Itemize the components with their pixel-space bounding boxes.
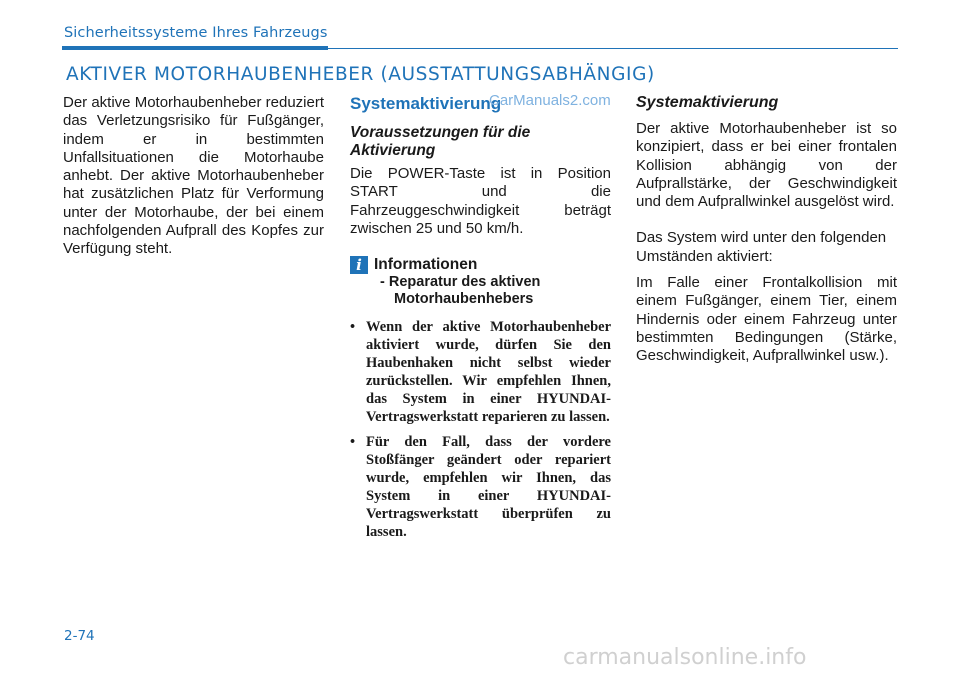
- watermark: CarManuals2.com: [489, 92, 611, 109]
- system-activation-heading: Systemaktivierung: [350, 94, 502, 113]
- list-item-text: Wenn der aktive Motorhaubenheber aktiviert wurde, dürfen Sie den Haubenhaken nicht selbst wieder zurückstellen. Wir empfehlen Ihnen, das System in einer HYUNDAI-Vertragswerkstatt reparieren zu lassen.: [366, 319, 611, 426]
- page-number: 2-74: [64, 628, 95, 644]
- list-item-text: Für den Fall, dass der vordere Stoßfänger geändert oder repariert wurde, empfehlen wir Ihnen, das System in einer HYUNDAI-Vertragswerkstatt überprüfen zu lassen.: [366, 434, 611, 541]
- conditions-paragraph: Im Falle einer Frontalkollision mit einem Fußgänger, einem Tier, einem Hindernis oder einem Fahrzeug unter bestimmten Bedingungen (Stärke, Geschwindigkeit, Aufprallwinkel usw.).: [636, 274, 897, 365]
- column-1: [63, 94, 324, 259]
- bullet-icon: •: [350, 319, 356, 336]
- header-rule-thick: [62, 46, 328, 50]
- conditions-intro: Das System wird unter den folgenden Umständen aktiviert:: [636, 229, 887, 265]
- header-rule-thin: [328, 48, 898, 49]
- info-icon: i: [350, 256, 368, 274]
- info-subtitle: - Reparatur des aktiven Motorhaubenhebers: [380, 274, 541, 308]
- page-title: AKTIVER MOTORHAUBENHEBER (AUSSTATTUNGSABHÄNGIG): [66, 64, 655, 85]
- footer-watermark: carmanualsonline.info: [563, 645, 807, 670]
- column-2: [350, 94, 611, 548]
- system-activation-heading-2: Systemaktivierung: [636, 94, 779, 111]
- activation-paragraph: Der aktive Motorhaubenheber ist so konzipiert, dass er bei einer frontalen Kollision abhängig von der Aufprallstärke, der Geschwindigkeit und dem Aufprallwinkel ausgelöst wird.: [636, 120, 897, 211]
- info-title: Informationen: [374, 256, 478, 274]
- info-box: [350, 256, 611, 541]
- list-item: [350, 433, 611, 541]
- intro-paragraph: Der aktive Motorhaubenheber reduziert das Verletzungsrisiko für Fußgänger, indem er in bestimmten Unfallsituationen die Motorhaube anhebt. Der aktive Motorhaubenheber hat zusätzlichen Platz für Verformung unter der Motorhaube, der bei einem nachfolgenden Aufprall des Kopfes zur Verfügung steht.: [63, 94, 324, 258]
- column-3: [636, 94, 897, 366]
- bullet-icon: •: [350, 434, 356, 451]
- info-list: [350, 318, 611, 541]
- requirements-paragraph: Die POWER-Taste ist in Position START und die Fahrzeuggeschwindigkeit beträgt zwischen 25 und 50 km/h.: [350, 165, 611, 237]
- requirements-heading: Voraussetzungen für die Aktivierung: [350, 124, 531, 159]
- list-item: [350, 318, 611, 426]
- section-header: Sicherheitssysteme Ihres Fahrzeugs: [64, 25, 328, 41]
